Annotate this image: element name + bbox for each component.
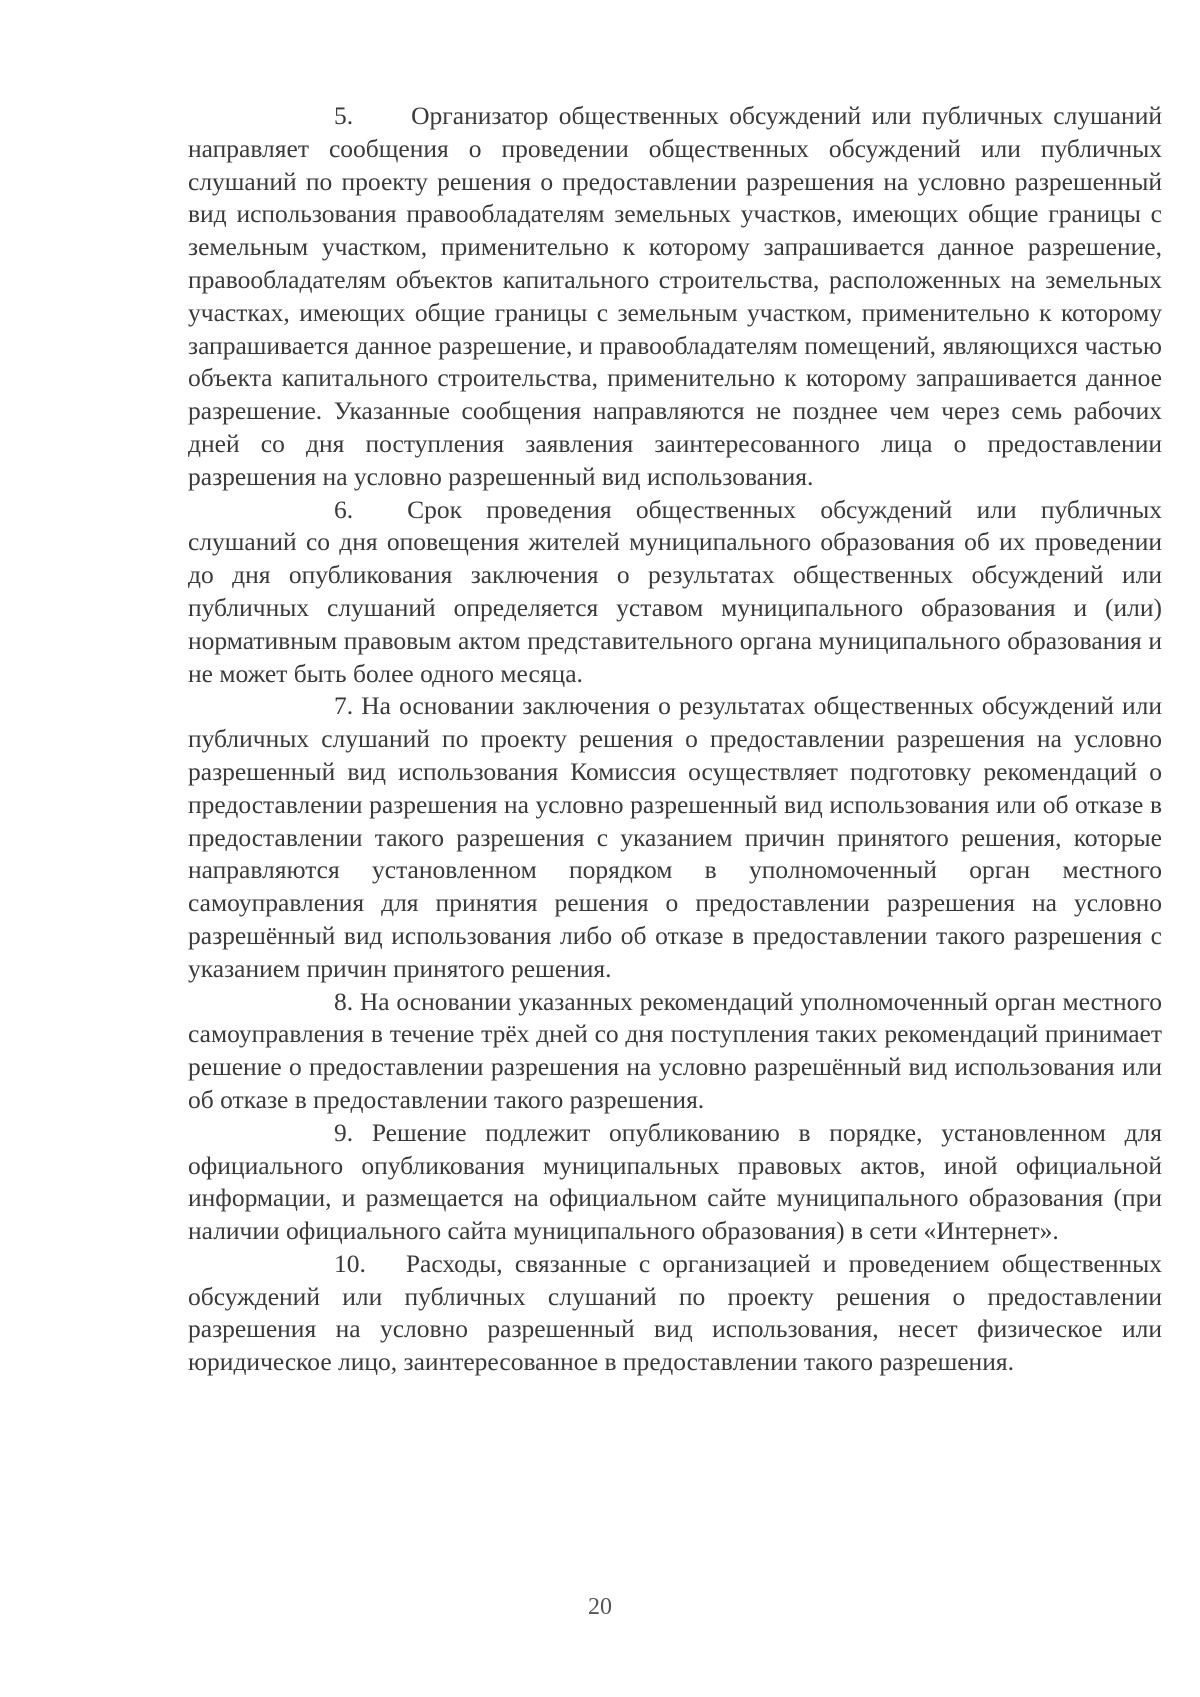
paragraph-number: 6. <box>334 494 354 524</box>
paragraph-text: На основании заключения о результатах общественных обсуждений или публичных слушаний по проекту решения о предоставлении разрешения на условно разрешенный вид использования Комиссия осуществляет подготовку рекомендаций о предоставлении разрешения на условно разрешенный вид использования или об отказе в предоставлении такого разрешения с указанием причин принятого решения, которые направляются установленном порядком в уполномоченный орган местного самоуправления для принятия решения о предоставлении разрешения на условно разрешённый вид использования либо об отказе в предоставлении такого разрешения с указанием причин принятого решения. <box>188 691 1162 983</box>
document-body <box>188 100 1162 1379</box>
paragraph-text: На основании указанных рекомендаций уполномоченный орган местного самоуправления в течение трёх дней со дня поступления таких рекомендаций принимает решение о предоставлении разрешения на условно разрешённый вид использования или об отказе в предоставлении такого разрешения. <box>188 986 1162 1114</box>
paragraph-text: Решение подлежит опубликованию в порядке, установленном для официального опубликования муниципальных правовых актов, иной официальной информации, и размещается на официальном сайте муниципального образования (при наличии официального сайта муниципального образования) в сети «Интернет». <box>188 1117 1162 1246</box>
paragraph-text: Организатор общественных обсуждений или публичных слушаний направляет сообщения о проведении общественных обсуждений или публичных слушаний по проекту решения о предоставлении разрешения на условно разрешенный вид использования правообладателям земельных участков, имеющих общие границы с земельным участком, применительно к которому запрашивается данное разрешение, правообладателям объектов капитального строительства, расположенных на земельных участках, имеющих общие границы с земельным участком, применительно к которому запрашивается данное разрешение, и правообладателям помещений, являющихся частью объекта капитального строительства, применительно к которому запрашивается данное разрешение. Указанные сообщения направляются не позднее чем через семь рабочих дней со дня поступления заявления заинтересованного лица о предоставлении разрешения на условно разрешенный вид использования. <box>188 101 1162 491</box>
paragraph-8 <box>188 986 1162 1117</box>
paragraph-5 <box>188 100 1162 494</box>
paragraph-10 <box>188 1248 1162 1379</box>
paragraph-text: Срок проведения общественных обсуждений или публичных слушаний со дня оповещения жителей муниципального образования об их проведении до дня опубликования заключения о результатах общественных обсуждений или публичных слушаний определяется уставом муниципального образования и (или) нормативным правовым актом представительного органа муниципального образования и не может быть более одного месяца. <box>188 494 1162 688</box>
paragraph-number: 7. <box>334 691 354 721</box>
page-number: 20 <box>588 1594 612 1620</box>
paragraph-number: 10. <box>334 1248 366 1278</box>
paragraph-6 <box>188 494 1162 691</box>
paragraph-7 <box>188 690 1162 985</box>
paragraph-number: 5. <box>334 101 354 130</box>
paragraph-text: Расходы, связанные с организацией и проведением общественных обсуждений или публичных слушаний по проекту решения о предоставлении разрешения на условно разрешенный вид использования, несет физическое или юридическое лицо, заинтересованное в предоставлении такого разрешения. <box>188 1248 1162 1377</box>
paragraph-9 <box>188 1117 1162 1248</box>
paragraph-number: 9. <box>334 1117 354 1147</box>
paragraph-number: 8. <box>334 986 354 1016</box>
